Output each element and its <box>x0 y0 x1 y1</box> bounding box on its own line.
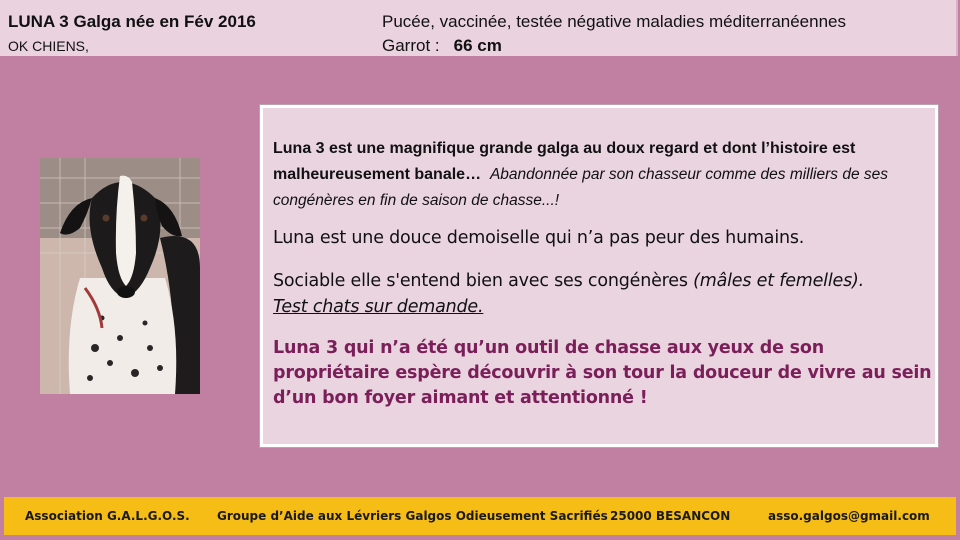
sociability-paragraph <box>273 268 933 320</box>
page-title: LUNA 3 Galga née en Fév 2016 <box>8 12 256 31</box>
description-panel <box>260 105 938 447</box>
sociability-detail: (mâles et femelles). <box>693 271 864 291</box>
dog-photo-icon <box>40 158 200 394</box>
adoption-appeal: Luna 3 qui n’a été qu’un outil de chasse aux yeux de son propriétaire espère découvrir à son tour la douceur de vivre au sein d’un bon foyer aimant et attentionné ! <box>273 338 932 408</box>
garrot-label: Garrot : <box>382 36 440 55</box>
dog-photo <box>40 158 200 394</box>
sociability-text: Sociable elle s'entend bien avec ses congénères <box>273 271 688 291</box>
compatibility-note: OK CHIENS, <box>8 38 89 54</box>
temperament-paragraph: Luna est une douce demoiselle qui n’a pas peur des humains. <box>273 228 805 248</box>
association-full-name: Groupe d’Aide aux Lévriers Galgos Odieusement Sacrifiés <box>217 509 608 523</box>
association-name: Association G.A.L.G.O.S. <box>25 509 190 523</box>
story-abandon: Abandonnée par son chasseur comme des milliers de ses congénères en fin de saison de chasse...! <box>273 166 889 209</box>
footer-banner <box>4 497 956 535</box>
cat-test-note: Test chats sur demande. <box>273 297 484 317</box>
contact-email: asso.galgos@gmail.com <box>768 509 930 523</box>
garrot-value: 66 cm <box>453 36 502 55</box>
garrot-info <box>382 36 502 56</box>
header-banner <box>0 0 958 56</box>
story-paragraph <box>273 136 928 214</box>
health-info: Pucée, vaccinée, testée négative maladies méditerranéennes <box>382 12 847 31</box>
association-city: 25000 BESANCON <box>610 509 731 523</box>
story-intro: Luna 3 est une magnifique grande galga au doux regard et dont l’histoire est malheureusement banale… <box>273 140 856 183</box>
